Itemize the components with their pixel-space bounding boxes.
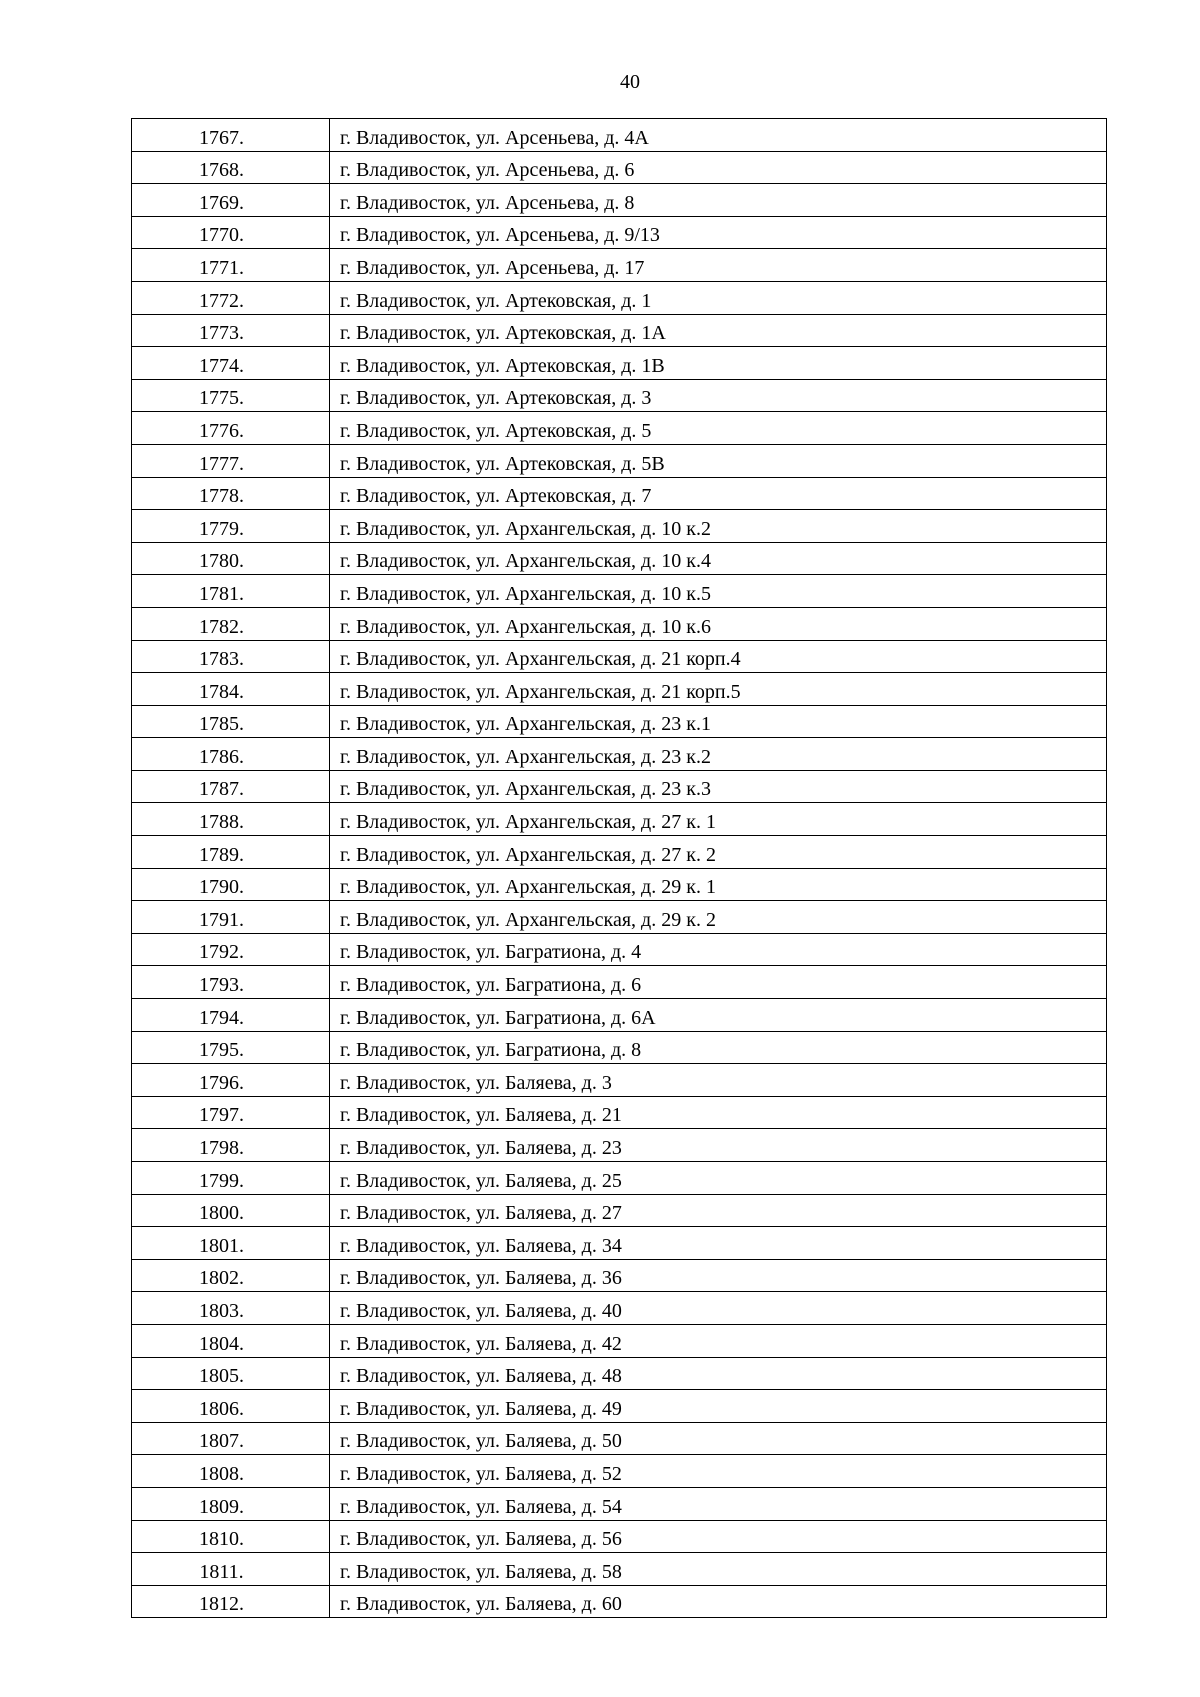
row-number-cell: 1800. <box>132 1194 330 1227</box>
address-cell: г. Владивосток, ул. Архангельская, д. 10 к.4 <box>330 542 1107 575</box>
address-table <box>131 118 1107 1618</box>
row-number-cell: 1790. <box>132 868 330 901</box>
address-cell: г. Владивосток, ул. Архангельская, д. 29 к. 2 <box>330 901 1107 934</box>
row-number-cell: 1780. <box>132 542 330 575</box>
table-row <box>132 216 1107 249</box>
table-row <box>132 673 1107 706</box>
address-cell: г. Владивосток, ул. Артековская, д. 5В <box>330 444 1107 477</box>
row-number-cell: 1789. <box>132 836 330 869</box>
table-row <box>132 575 1107 608</box>
row-number-cell: 1786. <box>132 738 330 771</box>
row-number-cell: 1768. <box>132 151 330 184</box>
address-cell: г. Владивосток, ул. Баляева, д. 60 <box>330 1585 1107 1618</box>
address-cell: г. Владивосток, ул. Баляева, д. 36 <box>330 1259 1107 1292</box>
row-number-cell: 1793. <box>132 966 330 999</box>
address-cell: г. Владивосток, ул. Архангельская, д. 23 к.2 <box>330 738 1107 771</box>
table-row <box>132 347 1107 380</box>
address-cell: г. Владивосток, ул. Багратиона, д. 6 <box>330 966 1107 999</box>
address-cell: г. Владивосток, ул. Артековская, д. 1В <box>330 347 1107 380</box>
address-cell: г. Владивосток, ул. Арсеньева, д. 8 <box>330 184 1107 217</box>
table-row <box>132 999 1107 1032</box>
address-cell: г. Владивосток, ул. Архангельская, д. 23 к.3 <box>330 770 1107 803</box>
address-cell: г. Владивосток, ул. Арсеньева, д. 9/13 <box>330 216 1107 249</box>
table-row <box>132 1422 1107 1455</box>
row-number-cell: 1773. <box>132 314 330 347</box>
table-row <box>132 1064 1107 1097</box>
table-row <box>132 1259 1107 1292</box>
table-row <box>132 151 1107 184</box>
row-number-cell: 1779. <box>132 510 330 543</box>
address-cell: г. Владивосток, ул. Баляева, д. 40 <box>330 1292 1107 1325</box>
row-number-cell: 1787. <box>132 770 330 803</box>
address-cell: г. Владивосток, ул. Багратиона, д. 6А <box>330 999 1107 1032</box>
address-cell: г. Владивосток, ул. Архангельская, д. 21 корп.4 <box>330 640 1107 673</box>
address-cell: г. Владивосток, ул. Арсеньева, д. 17 <box>330 249 1107 282</box>
row-number-cell: 1797. <box>132 1096 330 1129</box>
table-row <box>132 705 1107 738</box>
row-number-cell: 1804. <box>132 1324 330 1357</box>
table-row <box>132 1031 1107 1064</box>
row-number-cell: 1794. <box>132 999 330 1032</box>
address-cell: г. Владивосток, ул. Баляева, д. 23 <box>330 1129 1107 1162</box>
row-number-cell: 1799. <box>132 1162 330 1195</box>
row-number-cell: 1784. <box>132 673 330 706</box>
row-number-cell: 1808. <box>132 1455 330 1488</box>
row-number-cell: 1796. <box>132 1064 330 1097</box>
address-cell: г. Владивосток, ул. Архангельская, д. 23 к.1 <box>330 705 1107 738</box>
table-row <box>132 803 1107 836</box>
row-number-cell: 1782. <box>132 607 330 640</box>
address-cell: г. Владивосток, ул. Баляева, д. 56 <box>330 1520 1107 1553</box>
table-row <box>132 1553 1107 1586</box>
row-number-cell: 1806. <box>132 1390 330 1423</box>
table-row <box>132 836 1107 869</box>
row-number-cell: 1777. <box>132 444 330 477</box>
row-number-cell: 1812. <box>132 1585 330 1618</box>
table-row <box>132 477 1107 510</box>
address-cell: г. Владивосток, ул. Артековская, д. 1А <box>330 314 1107 347</box>
row-number-cell: 1785. <box>132 705 330 738</box>
table-row <box>132 1357 1107 1390</box>
row-number-cell: 1791. <box>132 901 330 934</box>
row-number-cell: 1807. <box>132 1422 330 1455</box>
row-number-cell: 1798. <box>132 1129 330 1162</box>
row-number-cell: 1801. <box>132 1227 330 1260</box>
address-cell: г. Владивосток, ул. Баляева, д. 27 <box>330 1194 1107 1227</box>
table-row <box>132 412 1107 445</box>
table-row <box>132 314 1107 347</box>
address-cell: г. Владивосток, ул. Архангельская, д. 10 к.5 <box>330 575 1107 608</box>
table-row <box>132 1324 1107 1357</box>
row-number-cell: 1795. <box>132 1031 330 1064</box>
page-number: 40 <box>620 71 640 93</box>
row-number-cell: 1781. <box>132 575 330 608</box>
table-row <box>132 444 1107 477</box>
table-row <box>132 901 1107 934</box>
table-row <box>132 607 1107 640</box>
address-cell: г. Владивосток, ул. Баляева, д. 58 <box>330 1553 1107 1586</box>
table-row <box>132 1194 1107 1227</box>
row-number-cell: 1769. <box>132 184 330 217</box>
row-number-cell: 1805. <box>132 1357 330 1390</box>
address-cell: г. Владивосток, ул. Архангельская, д. 21 корп.5 <box>330 673 1107 706</box>
address-cell: г. Владивосток, ул. Баляева, д. 25 <box>330 1162 1107 1195</box>
address-cell: г. Владивосток, ул. Баляева, д. 21 <box>330 1096 1107 1129</box>
table-row <box>132 249 1107 282</box>
address-cell: г. Владивосток, ул. Баляева, д. 3 <box>330 1064 1107 1097</box>
address-cell: г. Владивосток, ул. Багратиона, д. 4 <box>330 933 1107 966</box>
address-cell: г. Владивосток, ул. Баляева, д. 42 <box>330 1324 1107 1357</box>
table-row <box>132 966 1107 999</box>
row-number-cell: 1802. <box>132 1259 330 1292</box>
address-cell: г. Владивосток, ул. Архангельская, д. 27 к. 2 <box>330 836 1107 869</box>
row-number-cell: 1771. <box>132 249 330 282</box>
address-cell: г. Владивосток, ул. Баляева, д. 48 <box>330 1357 1107 1390</box>
table-row <box>132 1292 1107 1325</box>
address-cell: г. Владивосток, ул. Архангельская, д. 10 к.6 <box>330 607 1107 640</box>
table-row <box>132 738 1107 771</box>
row-number-cell: 1788. <box>132 803 330 836</box>
row-number-cell: 1767. <box>132 119 330 152</box>
row-number-cell: 1774. <box>132 347 330 380</box>
table-row <box>132 1390 1107 1423</box>
address-cell: г. Владивосток, ул. Багратиона, д. 8 <box>330 1031 1107 1064</box>
row-number-cell: 1778. <box>132 477 330 510</box>
address-cell: г. Владивосток, ул. Баляева, д. 52 <box>330 1455 1107 1488</box>
table-row <box>132 640 1107 673</box>
table-row <box>132 868 1107 901</box>
table-row <box>132 542 1107 575</box>
table-row <box>132 510 1107 543</box>
table-row <box>132 1162 1107 1195</box>
row-number-cell: 1775. <box>132 379 330 412</box>
address-cell: г. Владивосток, ул. Артековская, д. 1 <box>330 281 1107 314</box>
row-number-cell: 1803. <box>132 1292 330 1325</box>
address-cell: г. Владивосток, ул. Арсеньева, д. 4А <box>330 119 1107 152</box>
table-row <box>132 1227 1107 1260</box>
table-row <box>132 1520 1107 1553</box>
row-number-cell: 1770. <box>132 216 330 249</box>
address-table-body <box>132 119 1107 1618</box>
table-row <box>132 281 1107 314</box>
address-cell: г. Владивосток, ул. Артековская, д. 5 <box>330 412 1107 445</box>
table-row <box>132 1455 1107 1488</box>
table-row <box>132 770 1107 803</box>
row-number-cell: 1810. <box>132 1520 330 1553</box>
address-cell: г. Владивосток, ул. Артековская, д. 3 <box>330 379 1107 412</box>
address-cell: г. Владивосток, ул. Архангельская, д. 10 к.2 <box>330 510 1107 543</box>
address-cell: г. Владивосток, ул. Баляева, д. 34 <box>330 1227 1107 1260</box>
row-number-cell: 1792. <box>132 933 330 966</box>
address-cell: г. Владивосток, ул. Баляева, д. 49 <box>330 1390 1107 1423</box>
row-number-cell: 1811. <box>132 1553 330 1586</box>
table-row <box>132 379 1107 412</box>
row-number-cell: 1809. <box>132 1487 330 1520</box>
row-number-cell: 1772. <box>132 281 330 314</box>
table-row <box>132 1487 1107 1520</box>
row-number-cell: 1776. <box>132 412 330 445</box>
address-cell: г. Владивосток, ул. Артековская, д. 7 <box>330 477 1107 510</box>
address-cell: г. Владивосток, ул. Архангельская, д. 29 к. 1 <box>330 868 1107 901</box>
table-row <box>132 184 1107 217</box>
row-number-cell: 1783. <box>132 640 330 673</box>
address-cell: г. Владивосток, ул. Архангельская, д. 27 к. 1 <box>330 803 1107 836</box>
table-row <box>132 119 1107 152</box>
table-row <box>132 933 1107 966</box>
address-cell: г. Владивосток, ул. Баляева, д. 50 <box>330 1422 1107 1455</box>
table-row <box>132 1096 1107 1129</box>
address-cell: г. Владивосток, ул. Баляева, д. 54 <box>330 1487 1107 1520</box>
address-cell: г. Владивосток, ул. Арсеньева, д. 6 <box>330 151 1107 184</box>
table-row <box>132 1129 1107 1162</box>
table-row <box>132 1585 1107 1618</box>
